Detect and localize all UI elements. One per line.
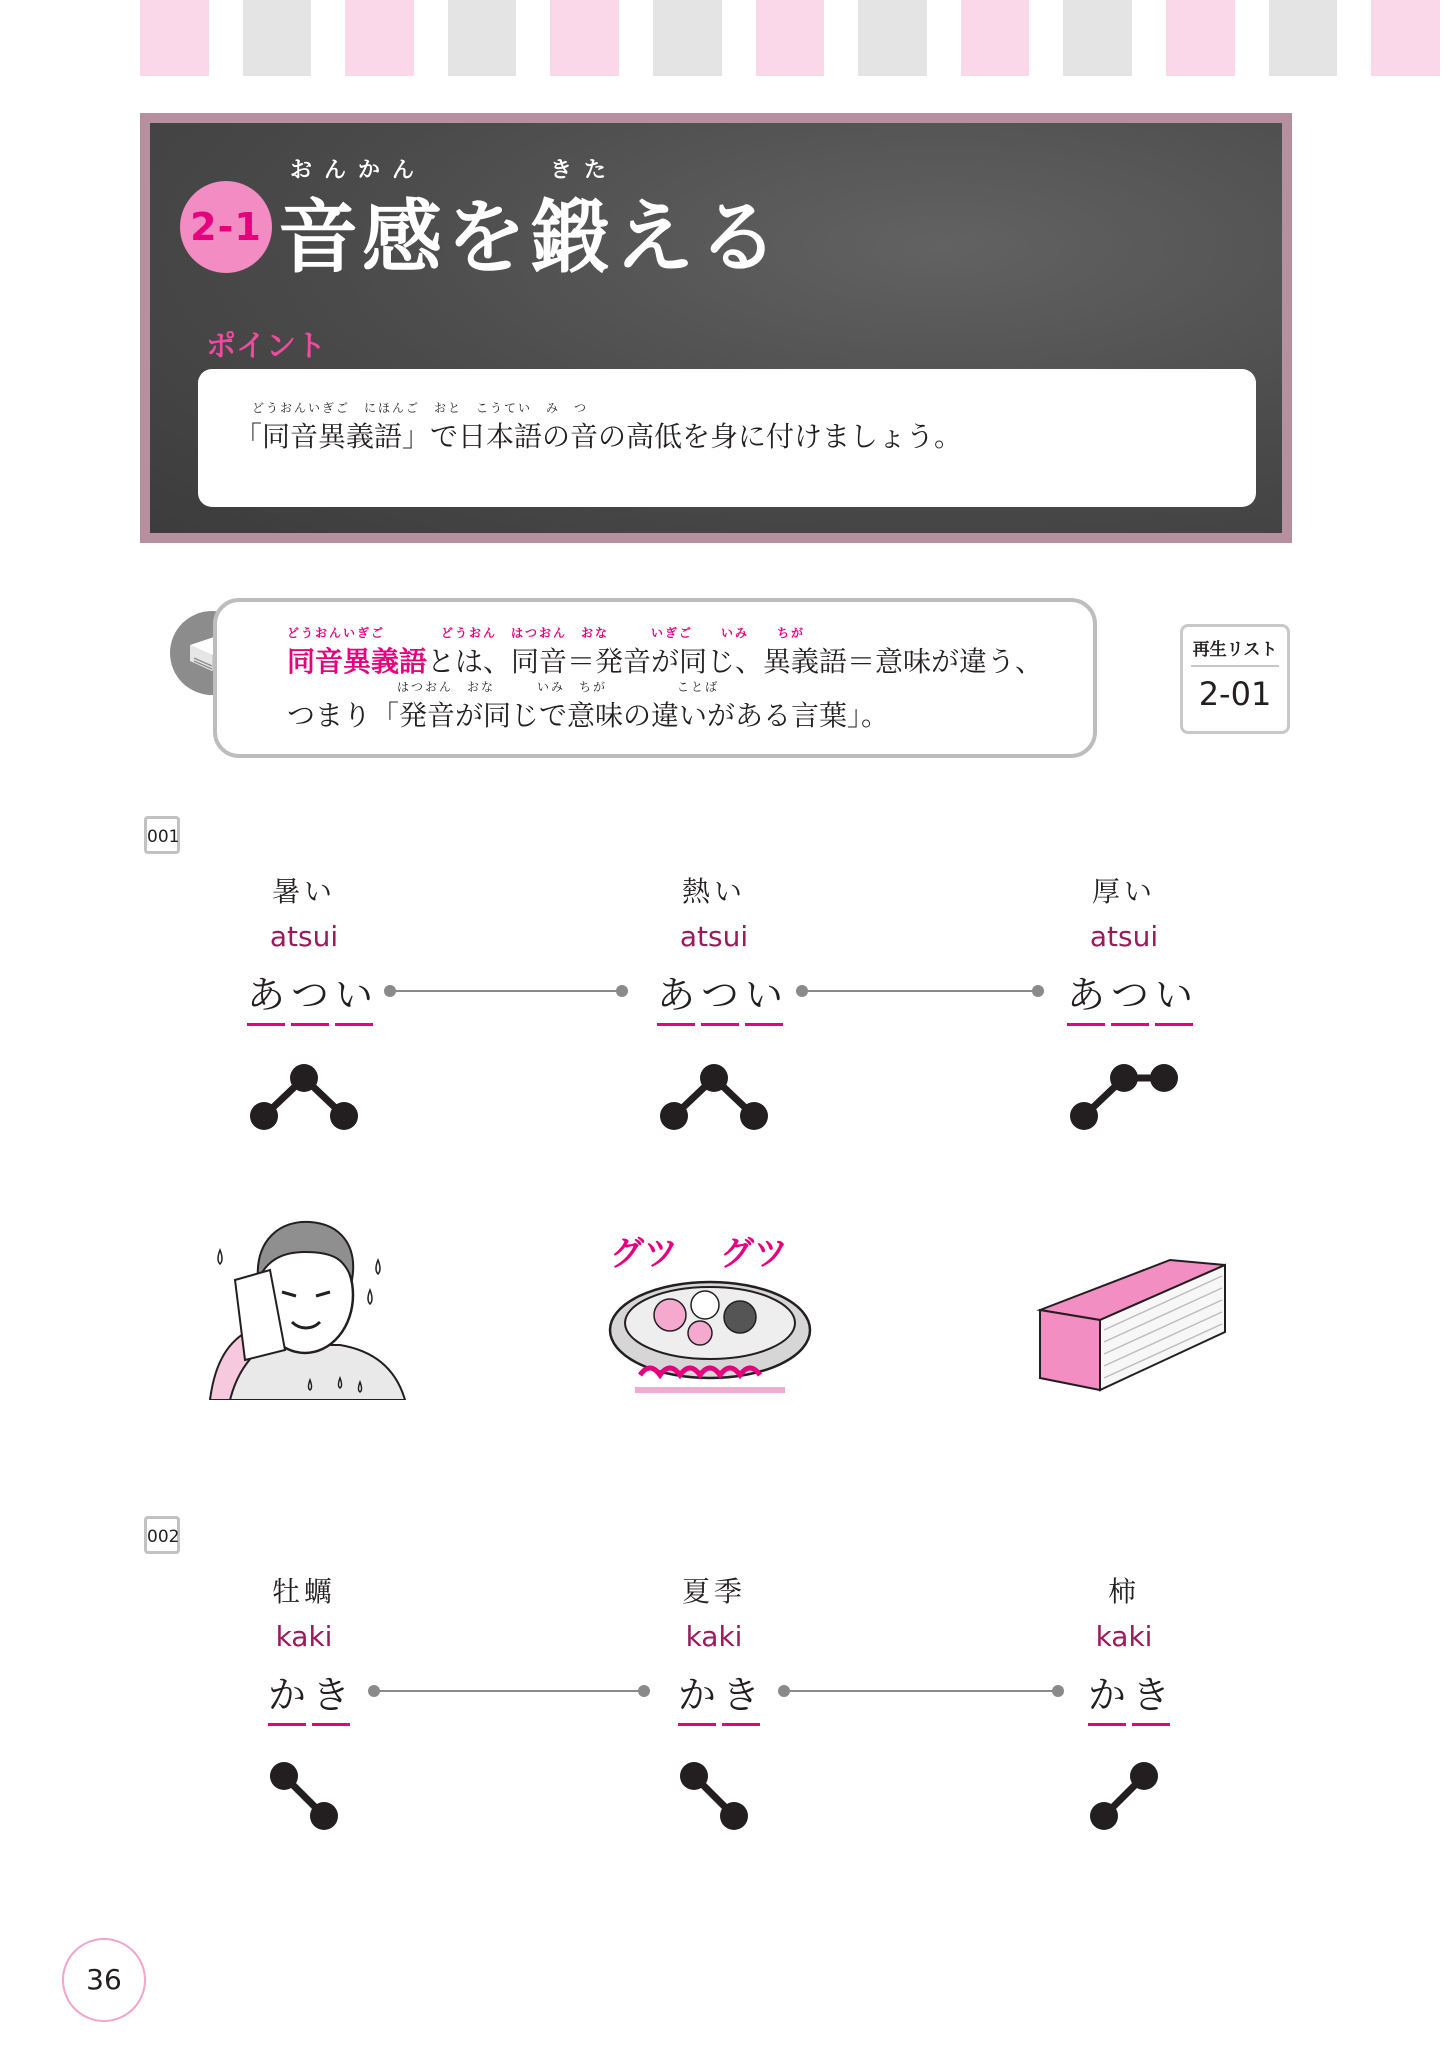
- top-stripe-decoration: [140, 0, 1440, 76]
- word-romaji: kaki: [685, 1620, 743, 1653]
- word-kana: あ つ い: [1067, 964, 1193, 1026]
- playlist-label: 再生リスト: [1192, 640, 1278, 660]
- point-text: 「同音異義語」で日本語の音の高低を身に付けましょう。: [234, 420, 963, 453]
- definition-term: 同音異義語: [287, 645, 428, 678]
- word-kanji: 熱い: [681, 875, 746, 908]
- word-kana: あ つ い: [247, 964, 373, 1026]
- word-kanji: 厚い: [1091, 875, 1156, 908]
- definition-line-2: [287, 680, 890, 734]
- word-kanji: 牡蠣: [271, 1575, 336, 1608]
- word-romaji: atsui: [1089, 920, 1159, 953]
- title-ruby-kita: きた: [550, 158, 619, 183]
- pitch-pattern-icon: [654, 1056, 774, 1136]
- definition-line-1: [287, 626, 1044, 680]
- homophone-connector: [374, 1690, 644, 1692]
- track-number-002[interactable]: 002: [144, 1516, 180, 1554]
- definition-ruby-1: どうおんいぎご どうおん はつおん おな いぎご いみ ちが: [287, 626, 806, 640]
- word-kanji: 柿: [1107, 1575, 1140, 1608]
- word-kana: か き: [268, 1664, 350, 1726]
- point-label: ポイント: [206, 329, 326, 364]
- homophone-connector: [784, 1690, 1058, 1692]
- point-box: [198, 369, 1256, 507]
- word-romaji: kaki: [1095, 1620, 1153, 1653]
- page-title: 音感を鍛える: [278, 191, 782, 284]
- pitch-pattern-icon: [1064, 1056, 1184, 1136]
- definition-line-2-text: つまり「発音が同じで意味の違いがある言葉」。: [287, 699, 890, 732]
- homophone-connector: [802, 990, 1038, 992]
- pitch-pattern-icon: [674, 1756, 754, 1836]
- pitch-pattern-icon: [244, 1056, 364, 1136]
- word-kanji: 夏季: [681, 1575, 746, 1608]
- sweating-man-illustration: [200, 1210, 410, 1400]
- definition-ruby-2: はつおん おな いみ ちが ことば: [397, 680, 720, 694]
- sfx-text-2: グツ: [720, 1234, 788, 1274]
- point-text-block: [234, 401, 963, 455]
- pitch-pattern-icon: [1084, 1756, 1164, 1836]
- playlist-number: 2-01: [1198, 675, 1272, 713]
- definition-line-1-text: とは、同音＝発音が同じ、異義語＝意味が違う、: [427, 645, 1044, 678]
- track-number-001[interactable]: 001: [144, 816, 180, 854]
- page-number: 36: [62, 1938, 146, 2022]
- word-romaji: atsui: [679, 920, 749, 953]
- homophone-connector: [390, 990, 622, 992]
- lesson-number-badge: 2-1: [180, 181, 272, 273]
- word-romaji: atsui: [269, 920, 339, 953]
- word-romaji: kaki: [275, 1620, 333, 1653]
- word-kana: あ つ い: [657, 964, 783, 1026]
- sfx-text-1: グツ: [610, 1234, 678, 1274]
- title-ruby-onkan: おんかん: [290, 158, 427, 183]
- word-kana: か き: [1088, 1664, 1170, 1726]
- point-ruby: どうおんいぎご にほんご おと こうてい み つ: [252, 401, 589, 415]
- thick-book-illustration: [1030, 1250, 1230, 1400]
- hot-pot-illustration: [600, 1225, 820, 1415]
- word-kanji: 暑い: [271, 875, 336, 908]
- playlist-box[interactable]: [1180, 624, 1290, 734]
- lesson-header-board: [140, 113, 1292, 543]
- definition-box: [213, 598, 1097, 758]
- word-kana: か き: [678, 1664, 760, 1726]
- pitch-pattern-icon: [264, 1756, 344, 1836]
